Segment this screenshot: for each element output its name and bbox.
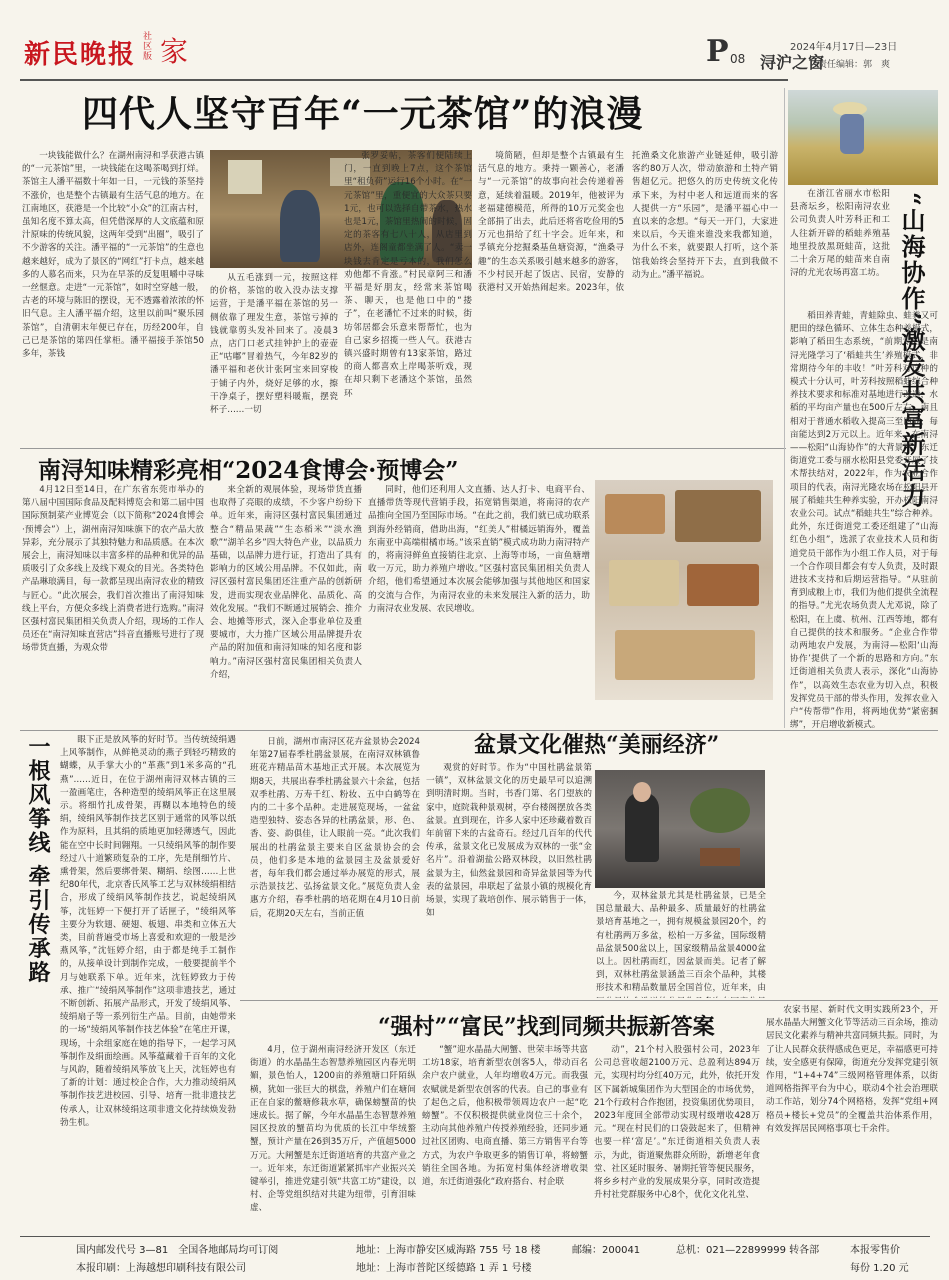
expo-paragraph: 4月12日至14日，在广东省东莞市举办的第八届中国国际食品及配料博览会和第二届中国国际预制菜产业博览会（以下简称“2024食博会·预博会”）上，湖州南浔知味旗下的农产品大放异彩，充分展示了其独特魅力和品质感。在本次展会上，南浔知味以丰富多样的品种和优异的品质吸引了众多线上及线下观众的目光。各类特色产品琳琅满目，每一款都呈现出南浔农业的精致与匠心。“此次展会，我们首次推出了南浔知味线上平台，方便众多线上消费者进行选购。”南浔区强村富民集团相关负责人介绍，现场的工作人员还在“南浔知味直营店”抖音直播账号进行了现场带货直播，为观众带 [22, 485, 204, 654]
qiangcun-headline: “强村”“富民”找到同频共振新答案 [378, 1014, 715, 1040]
qiangcun-paragraph: 农家书屋、新时代文明实践所23个，开展水晶晶大闸蟹文化节等活动三百余场，推动居民文化素养与精神共富同频共振。同时，为了让人民群众获得感成色更足，幸福感更可持续，安全感更有保障，街道充分发挥党建引领作用，“1+4+74”三级网格管理体系，以街道网格指挥平台为中心，联动4个社会治理联动工作站，划分74个网格格，发挥“党组+网格员+楼长+党员”的全覆盖共治体系作用，有效发挥居民网格事项七千余件。 [766, 1005, 938, 1134]
column-divider [784, 88, 785, 728]
footer-postal-code: 国内邮发代号 3—81 全国各地邮局均可订阅 [76, 1245, 279, 1256]
footer-price: 每份 1.20 元 [850, 1263, 909, 1274]
footer-phone: 总机：021—22899999 转各部 [676, 1245, 820, 1256]
tea-column-3 [344, 150, 472, 448]
shanhai-body [790, 310, 938, 732]
bonsai-column-1 [250, 736, 420, 998]
bonsai-headline: 盆景文化催热“美丽经济” [474, 732, 720, 758]
section-title: 浔沪之窗 [760, 53, 825, 72]
bonsai-paragraph: 今，双林盆景尤其是杜鹃盆景，已是全国总量最大、品种最多、质量最好的杜鹃盆景培育基地之一，拥有规模盆景园20个，约有杜鹃两万多盆，松柏一万多盆，国际级精品盆景500盆以上，国家级精品盆景4000盆以上。因杜鹃而红，因盆景而美。记者了解到，双林杜鹃盆景涵盖三百余个品种，其楼形技术和精品数量居全国首位，近年来，由 [596, 891, 766, 994]
qiangcun-paragraph: 4月，位于湖州南浔经济开发区（东迁街道）的水晶晶生态智慧养殖园区内春光明媚，景色怡人，1200亩的养殖塘口阡陌纵横，犹如一张巨大的棋盘，养殖户们在塘间正在自家的鳖塘修栽水草，确保螃蟹苗的快速成长。据了解，今年水晶晶生态智慧养殖园区投放的蟹苗均为优质的长江中华绒螯蟹，预计产量在26到35万斤，产值超5000万元。大闸蟹是东迁街道培育的共富产业之一。近年来，东迁街道紧紧抓牢产业振兴关键举引，推进党建引领“共富工坊”建设，以村、企等党组织结对共建为纽带，引育泪味虚、 [250, 1045, 416, 1214]
expo-paragraph: 同时，他们还利用人文直播、达人打卡、电商平台、直播带货等现代营销手段，拓宽销售渠道，将南浔的农产品推向全国乃至国际市场。“在此之前，我们就已成功联系到海外经销商，借助出海，“红美人”柑橘远销海外，覆盖东南亚中高端柑橘市场。”该采直销”模式成功助力南浔特产的，将南浔鲜鱼直接销往北京、上海等市场，一亩鱼塘增收一万元，助力养殖户增收。”区强村富民集团相关负责人介绍，他们希望通过本次展会能够加强与其他地区和国家的交流与合作，为南浔农业的未来发展注入新的活力，助力南浔农业发展、农民增收。 [368, 485, 590, 614]
qiangcun-column-3 [594, 1044, 760, 1232]
tea-column-2 [210, 272, 338, 448]
bonsai-photo [595, 770, 765, 888]
masthead-rule [20, 79, 788, 81]
footer-price-label: 本报零售价 [850, 1245, 900, 1256]
shanhai-headline: “山海协作”激发共富新活力 [897, 192, 926, 510]
tea-paragraph: 从五毛涨到一元，按照这样的价格，茶馆的收入没办法支撑运营，于是潘平福在茶馆的另一侧依靠了理发生意，茶馆亏掉的钱就靠剪头发补回来了。凌晨3点，店门口老式挂钟护上的壶壶正“咕嘟”冒着热气，今年82岁的潘平福和老伙计张阿宝来回穿梭于铺子内外，烧好足够的水，擦干净桌子，摆好塑料暖瓶，摆瓷杯子……一切 [210, 273, 338, 416]
kite-body [60, 734, 236, 1232]
shanhai-paragraph: 稻田养青蛙，青蛙除虫、蛙粪又可肥田的绿色循环、立体生态种养模式，影响了稻田生态系统，“前期专门是南浔光隆学习了‘稻蛙共生’养殖模式，非常期待今年的丰收！”叶芳科对这种的模式十分认可，叶芳科按照稻蛙综合种养技术要求和标准对基地进行改造，水稻的平均亩产量也在500斤左右，南且相对于普通水稻收入提高三至四成，每亩能达到2万元以上。近年来，在南浔——松阳“山海协作”的大背景下，东迁街道党工委与丽水松阳县党委开展了技术帮扶结对，2022年，作为农业合作项目的代表，南浔光隆农场在松阳县开展了稻蛙共生种养实验，开办松阳南浔农业公司。试点“稻蛙共生”综合种养。此外，东迁街道党工委还组建了“山海红色小组”，选派了农业技术人员和街道党员干部作为小组工作人员，对于每一个合作项目都会有专人负责，及时跟进技术支持和后期运营指导。“从驻前育到成粮上市，我们为他们提供全流程的指导。”尤光农场负责人尤邓说，除了松阳，在上虞、杭州、江西等地，都有自己提供的技术和服务。“企业合作带动两地农户发展，为南浔—松阳‘山海协作’提供了一个新的思路和方向。”东迁街道相关负责人表示，深化“山海协作”，以高效生态农业为切入点，积极发挥党员干部的带头作用，发挥农业入户“传帮带”作用，将两地优势“紧密捆绑”，开启增收新模式。 [790, 311, 938, 731]
masthead [0, 0, 949, 88]
food-products-photo [595, 480, 773, 700]
bonsai-column-3a [596, 890, 766, 998]
expo-column-2 [210, 484, 362, 734]
tea-column-4 [478, 150, 778, 448]
section-divider [240, 1000, 938, 1001]
newspaper-logo: 新民晚报 [24, 40, 137, 70]
qiangcun-column-4 [766, 1004, 938, 1232]
kite-headline: 一根风筝线 牵引传承路 [25, 735, 51, 985]
issue-date: 2024年4月17日—23日 [790, 42, 898, 53]
expo-column-3 [368, 484, 590, 734]
shanhai-caption [790, 188, 890, 308]
expo-headline: 南浔知味精彩亮相“2024食博会·预博会” [38, 457, 459, 484]
footer-address: 地址：上海市静安区威海路 755 号 18 楼 [356, 1245, 541, 1256]
expo-paragraph: 来全新的观展体验，现场带货直播也取得了亮眼的成绩，不少客户纷纷下单。近年来，南浔区强村富民集团通过整合“精品果蔬”“生态稻米”“淡水渔歌”“湖羊名乡”四大特色产业，以品质力基础，以品牌力进行证，打造出了具有影响力的区域公用品牌。不仅如此，南浔区强村富民集团还注重产品的创新研发，进而实现农业品牌化、品质化、高效化发展。“我们不断通过展销会、推介会、地摊等形式，深入企事业单位及重要城市，大力推广区域公用品牌提升农产品的附加值和南浔知味的知名度和影响力。”南浔区强村富民集团相关负责人介绍， [210, 485, 362, 680]
home-seal-logo: 家 [160, 35, 189, 68]
page-number: 08 [730, 52, 746, 66]
qiangcun-paragraph: “蟹”迎水晶晶大闸蟹、世荣丰场等共富工坊18家，培育新型农创客5人，带动百名余户农户就业，人年均增收4万元。而我强农赋就是新型农创客的代表。自己的事业有了起色之后，他积极带领周边农户一起“吃螃蟹”。不仅积极提供就业岗位三十余个，主动向其他养殖户传授养殖经验，还同步通过社区团购、电商直播、第三方销售平台等方式，为农户争取更多的销售订单，将螃蟹销往全国各地。为拓宽村集体经济增收渠道，东迁街道强化“政府搭台、村企联 [422, 1045, 588, 1188]
qiangcun-column-1 [250, 1044, 416, 1232]
qiangcun-column-2 [422, 1044, 588, 1232]
rice-field-photo [788, 90, 938, 185]
page-footer [20, 1236, 930, 1276]
tea-paragraph: 境简陋，但却是整个古镇最有生活气息的地方。秉持一颗善心，老潘与“一元茶馆”的故事向社会传递着善意，延续着温暖。2019年，他被评为老福建德模范，所得的10万元奖金也全部捐了出去，此后还将省吃俭用的5万元也捐给了红十字会。近年来，和孚镇充分挖掘桑基鱼塘资源，“渔桑寻趣”的生态关系吸引越来越多的游客，不少村民开起了饭店、民宿，安静的获港村又开始热闹起来。2023年，依托渔桑文化旅游产业链延伸，吸引游客约80万人次，带动旅游和土特产销售超亿元。把悠久的历史传统文化传承下来，为村中老人和远道而来的客人提供一方“乐园”，是潘平福心中一直以来的念想。“每天一开门，大家进来以后，今天谁来谁没来我都知道，为什么不来，就要跟人打听，这个茶馆我始终会坚持开下去，直到我做不动为止。”潘平福说。 [478, 151, 778, 294]
tea-paragraph: 一块钱能做什么？在湖州南浔和孚获港古镇的“一元茶馆”里，一块钱能在这喝茶喝到打烊。茶馆主人潘平福数十年如一日，一元钱的茶坚持不涨价，也是整个古镇最有生活气息的地方。在江南地区，获港是一个比较“小众”的江南古村，虽知名度不算太高，但凭借深厚的人文底蕴和原汁原味的传统风貌，这两年受到“出圈”，吸引了不少游客的关注。潘平福的“一元茶馆”的生意也越来越好，成为了景区的“网红”打卡点，越来越多的人慕名而来，只为在早茶的反复咀嚼中寻味一丝惬意。走进“一元茶馆”，如时空穿越一般，古老的环境与陈旧的摆设，无不透露着浓浓的怀旧气息。主人潘平福介绍，这里以前叫“聚乐园茶馆”，自清朝末年便已存在，历经200年，自己已是茶馆的第四任掌柜。潘平福接手茶馆50多年，茶钱 [22, 151, 204, 360]
kite-paragraph: 眼下正是放风筝的好时节。当传统绫绢遇上风筝制作，从鲜艳灵动的燕子到轻巧精致的蝴蝶，从手掌大小的“革燕”到1米多高的“孔燕”……近日，在位于湖州南浔双林古镇的三一盈画笔庄，各种造型的绫绢风筝正在这里展示。将细竹扎成骨架，再糊以本地特色的绫绢，绫绢风筝制作技艺区别于通常的风筝以纸作为原料，且其绢的质地更加轻薄透气，因此能在空中长时间翱翔。一只绫绢风筝的制作要经过八十道繁琐复杂的工序，先是削细竹片、熏骨架，然后要绑骨架、糊绢、绘图……上世纪80年代，北京香氏风筝工艺与双林绫绢相结合，形成了绫绢风筝制作技艺，说起绫绢风筝，沈钰婷一下便打开了话匣子，“绫绢风筝主要分为软翅、硬翅、板翅、串类和立体五大类，目前普遍受市场上喜爱和欢迎的一般是沙燕风筝，”沈钰婷介绍，由于都是纯手工制作的，从接单设计到制作完成，一般要提前半个月与她联系下单。近年来，沈钰婷致力于传承、推广“绫绢风筝制作”这项非遗技艺，通过不断创新、拓展产品形式，开发了绫绢风筝、绫绢扇子等一系列衍生产品。目前，由她带来的一场“绫绢风筝制作技艺体验”在笔庄开课，现场，十余组家庭在她的指导下，一起学习风筝制作及绢面绘画。风筝蕴藏着千百年的文化与风韵，随着绫绢风筝放飞上天，沈钰婷也有了新的计划：通过校企合作，大力推动绫绢风筝制作技艺进校园、引导、培育一批非遗技艺传承人，让双林绫绢这项非遗文化持续焕发勃勃生机。 [60, 735, 236, 1128]
footer-printer: 本报印刷：上海越想印刷科技有限公司 [76, 1263, 246, 1274]
bonsai-column-2 [426, 762, 592, 998]
tea-headline: 四代人坚守百年“一元茶馆”的浪漫 [82, 93, 644, 135]
editor-credit: 责任编辑：郭 爽 [818, 60, 891, 70]
footer-zipcode: 邮编：200041 [572, 1245, 641, 1256]
expo-column-1 [22, 484, 204, 734]
section-divider [20, 448, 786, 449]
footer-printer-address: 地址：上海市普陀区绥德路 1 弄 1 号楼 [356, 1263, 532, 1274]
shanhai-paragraph: 在浙江省丽水市松阳县斋坛乡，松阳南浔农业公司负责人叶芳科正和工人往新开辟的稻蛙养殖基地里投放黑斑蛙苗，这批二十余万尾的蛙苗来自南浔的尤光农场再富工坊。 [790, 189, 890, 279]
tea-paragraph: 张罗妥帖，茶客们便陆续上门，一直到晚上7点，这个茶馆里“租负荷”运行16个小时。在“一元茶馆”里，重便宜的大众茶只要1元，也可以选择自带茶水，热水也是1元，茶馆里热闹的时候，固定的茶客有七八十人，从店里到店外，连阁童都坐满了人。“卖一块钱去肯定是亏本的，我们怎么劝他都不肯涨。”村民章阿三和潘平福是好朋友，经常来茶馆喝茶、聊天，也是他口中的“搂子”，在老潘忙不过来的时候，街坊邻居都会乐意来帮帮忙，也为自己家乡招揽一些人气。获港古镇兴盛时期曾有13家茶馆，路过的商人都喜欢上岸喝茶听戏，现在却只剩下老潘这个茶馆，虽然环 [344, 151, 472, 399]
tea-column-1 [22, 150, 204, 448]
bonsai-paragraph: 日前，湖州市南浔区花卉盆景协会2024年第27届春季杜鹃盆景展，在南浔双林镇鲁班花卉精品苗木基地正式开展。本次展览为期8天，共展出春季杜鹃盆景六十余盆，包括双季杜鹃、万寿千红、粉妆、五中白鹤等在内的二十多个品种。走进展览现场，一盆盆造型独特、姿态各异的杜鹃盆景，形、色、香、姿、韵俱佳，让人眼前一亮。“此次我们展出的杜鹃盆景主要来自区盆景协会的会员，他们多是本地的盆景园主及盆景爱好者，每年我们都会通过举办展览的形式，展示浩景技艺、弘扬盆景文化。”展览负责人金惠方介绍，春季杜鹃的培花期在4月10日前后，花期20天左右，当前正值 [250, 737, 420, 919]
bonsai-paragraph: 观赏的好时节。作为“中国杜鹃盆景第一镇”，双林盆景文化的历史最早可以追溯到明清时期。当时，书香门第、名门望族的家中，庭院栽种景观树，亭台楼阁摆放各类盆景。直到现在，许多人家中还珍藏着数百年前留下来的古盆奇石。经过几百年的代代传承，盆景文化已发展成为双林的一张“金名片”。沿着湖盐公路双林段，以旧然杜鹃盆景为主，仙然盆景园和奇异盆景园等为代表的盆景园，串联起了盆景小镇的规模化育场景，实现了栽培创作、展示销售于一体，如 [426, 763, 592, 919]
page-letter: P [706, 34, 729, 69]
qiangcun-paragraph: 动”，21个村入股强村公司，2023年公司总营收超2100万元、总盈利达894万元，实现村均分红40万元，此外，依托开发区下属新城集团作为大型国企的市场优势，21个行政村合作抱团，投资集团优势项目，2023年度回全部带动实现村级增收428万元。“现在村民们的口袋鼓起来了，但精神也要一样‘富足’。”东迁街道相关负责人表示，为此，街道聚焦群众所盼，新增老年食堂、社区延时服务、暑期托管等便民服务，将乡乡村产业的发展成果分享，同时改造提升村社党群服务中心8个，优化文化礼堂、 [594, 1045, 760, 1201]
edition-label: 社区版 [143, 32, 153, 62]
